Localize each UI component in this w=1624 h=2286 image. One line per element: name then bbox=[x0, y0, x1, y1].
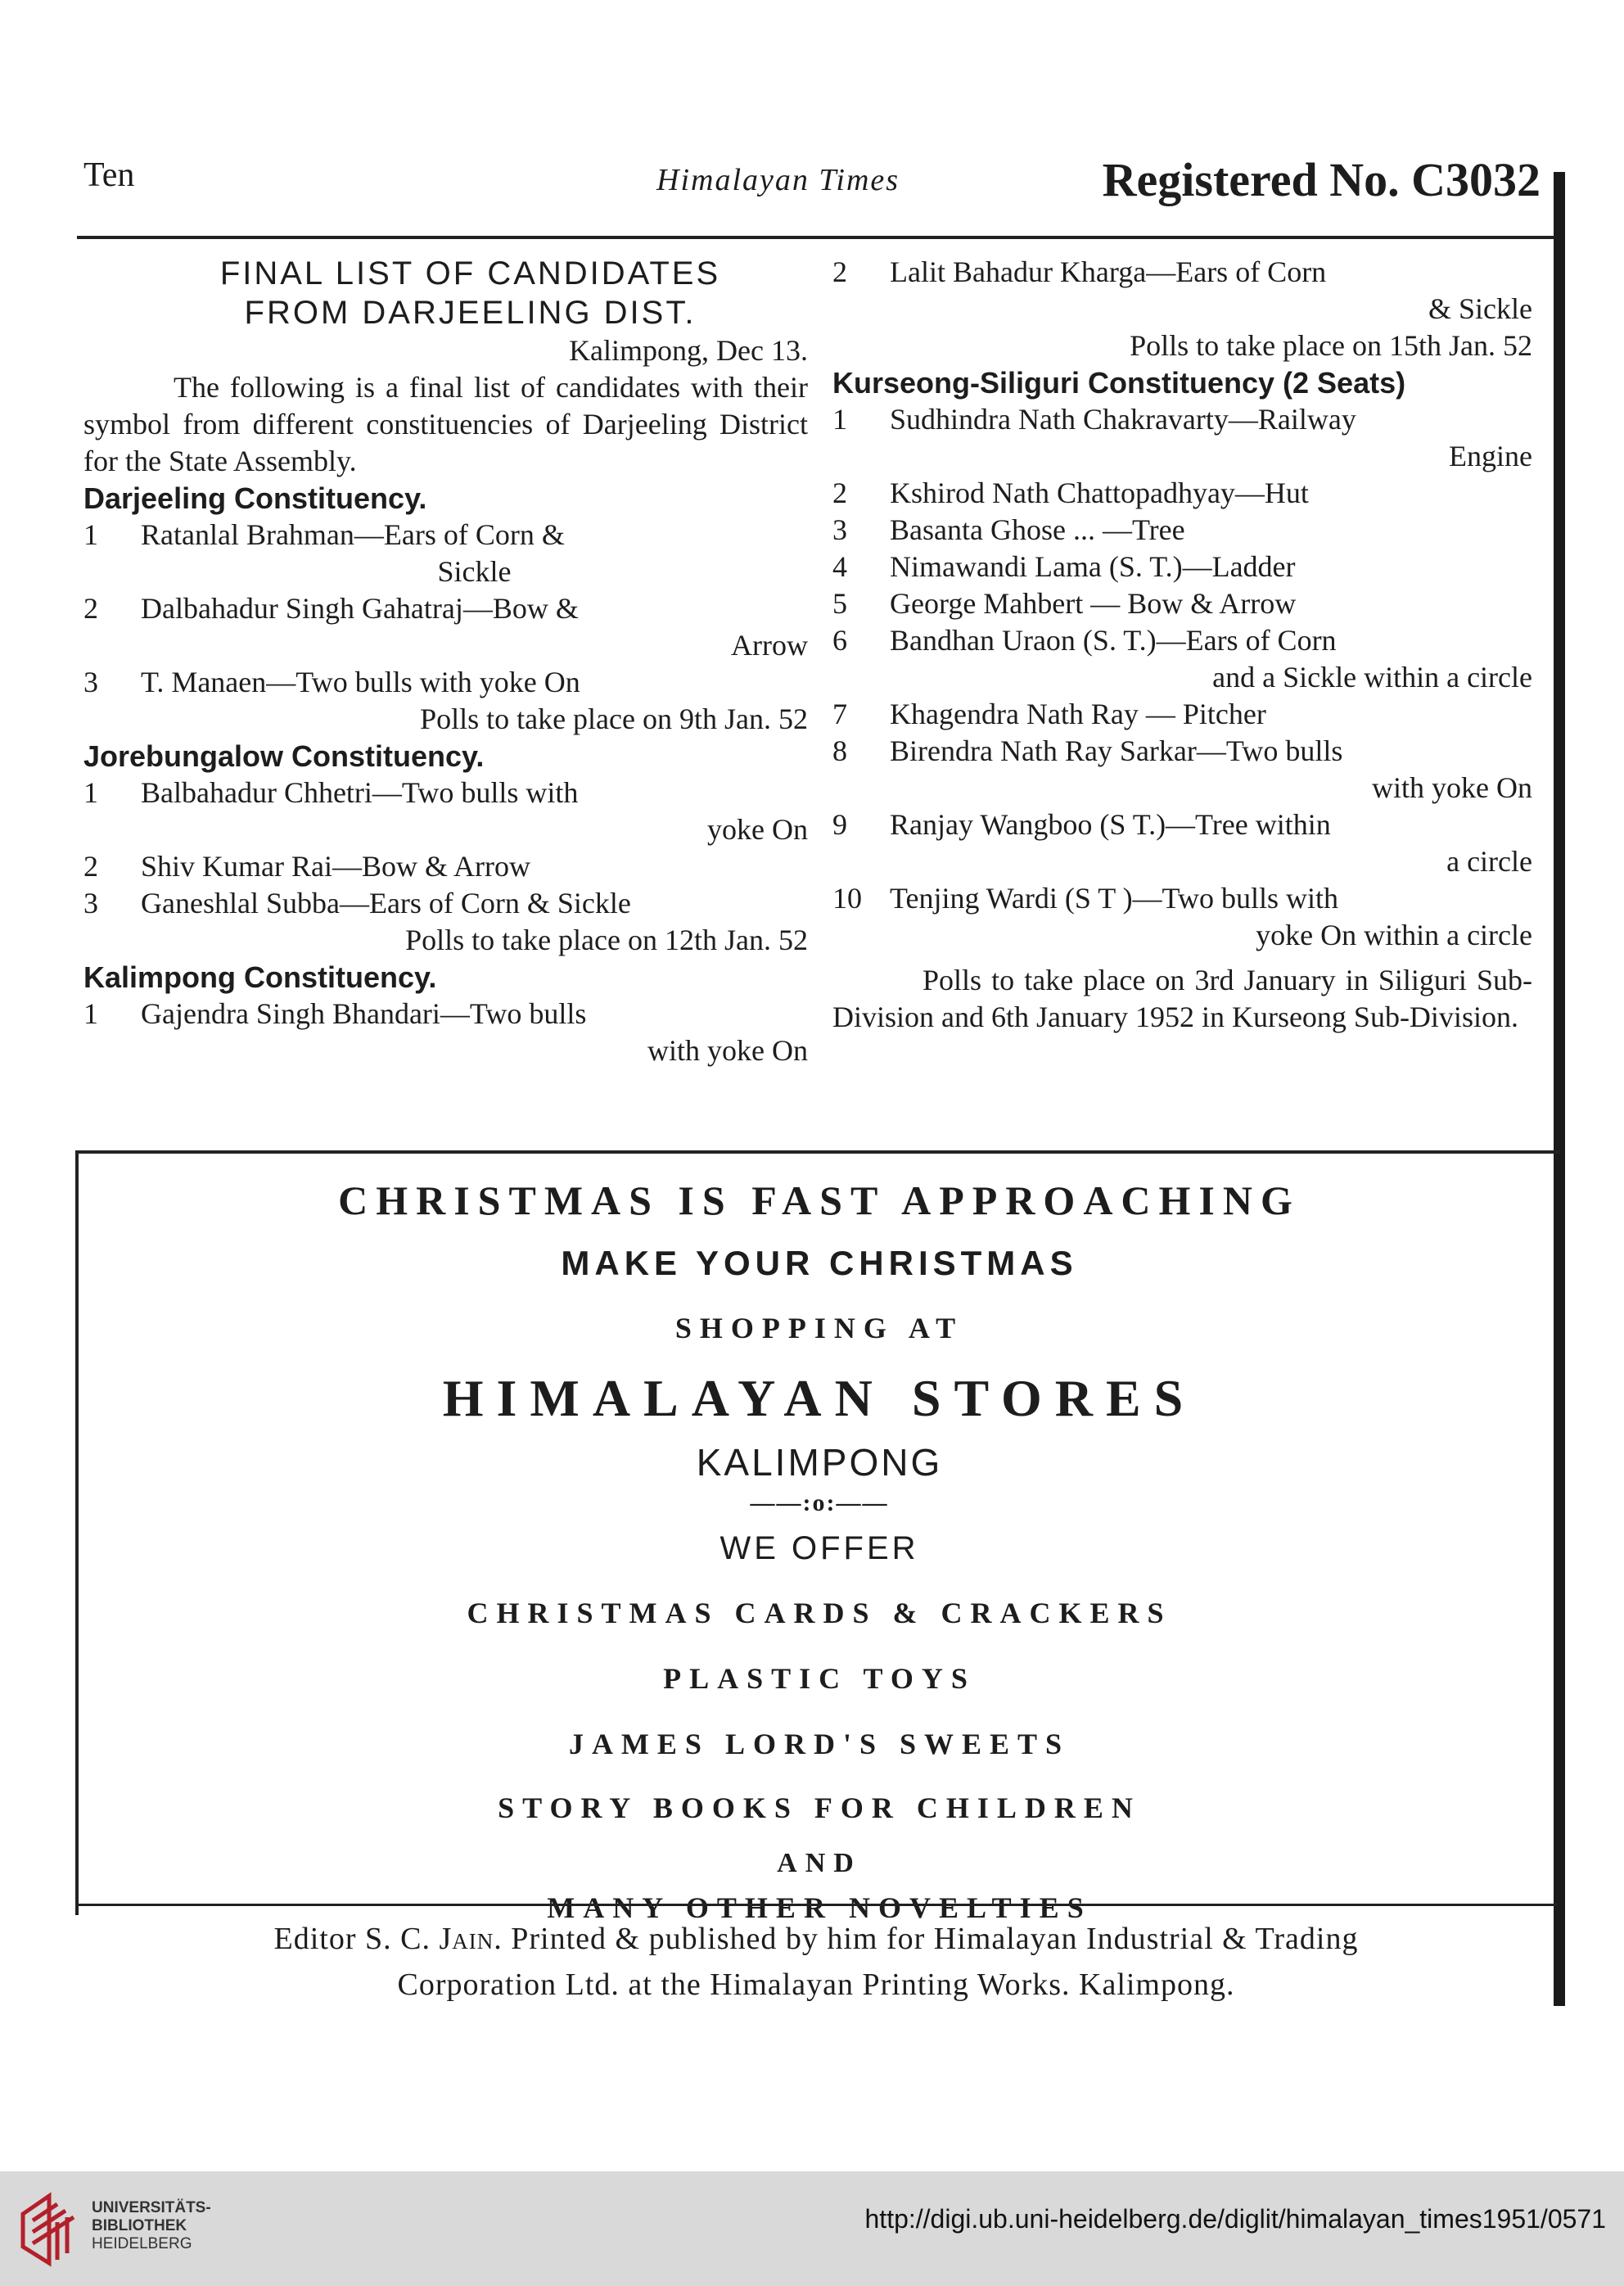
library-name-line3: HEIDELBERG bbox=[92, 2235, 192, 2252]
candidate-number: 6 bbox=[832, 624, 847, 657]
candidate-text-cont: yoke On bbox=[707, 813, 808, 846]
section-heading-kalimpong: Kalimpong Constituency. bbox=[83, 960, 437, 994]
candidate-number: 4 bbox=[832, 550, 847, 583]
candidate-text-cont: Arrow bbox=[731, 629, 808, 662]
page-label: Ten bbox=[83, 156, 135, 194]
ad-store-name: HIMALAYAN STORES bbox=[442, 1369, 1197, 1427]
ad-item-toys: PLASTIC TOYS bbox=[663, 1662, 976, 1695]
polls-notice: Polls to take place on 9th Jan. 52 bbox=[420, 703, 808, 735]
candidate-entry bbox=[83, 664, 808, 701]
candidate-entry bbox=[832, 401, 1532, 475]
footer-rule bbox=[75, 1904, 1557, 1906]
candidate-entry bbox=[83, 885, 808, 922]
candidate-text: Kshirod Nath Chattopadhyay—Hut bbox=[890, 477, 1309, 509]
candidate-entry bbox=[832, 585, 1532, 622]
ad-line-shopping-at: SHOPPING AT bbox=[674, 1312, 964, 1344]
library-name-line2: BIBLIOTHEK bbox=[92, 2217, 187, 2234]
candidate-number: 1 bbox=[832, 403, 847, 436]
candidate-text: Gajendra Singh Bhandari—Two bulls bbox=[141, 997, 587, 1030]
page-header bbox=[67, 147, 1565, 237]
candidate-text: Ganeshlal Subba—Ears of Corn & Sickle bbox=[141, 887, 631, 919]
dateline: Kalimpong, Dec 13. bbox=[569, 334, 808, 367]
candidate-entry bbox=[83, 996, 808, 1069]
imprint-publisher: Printed & published by him for Himalayan Industrial & Trading bbox=[511, 1922, 1359, 1956]
imprint-editor-name: S. C. Jain. bbox=[365, 1922, 503, 1956]
polls-notice: Polls to take place on 12th Jan. 52 bbox=[405, 924, 808, 956]
candidate-entry bbox=[832, 733, 1532, 806]
source-url-link[interactable]: http://digi.ub.uni-heidelberg.de/diglit/himalayan_times1951/0571 bbox=[864, 2204, 1606, 2234]
candidate-text: George Mahbert — Bow & Arrow bbox=[890, 587, 1297, 620]
ad-we-offer: WE OFFER bbox=[720, 1530, 919, 1566]
candidate-number: 8 bbox=[832, 734, 847, 767]
candidate-text: T. Manaen—Two bulls with yoke On bbox=[141, 666, 580, 698]
candidate-number: 7 bbox=[832, 698, 847, 730]
candidate-number: 1 bbox=[83, 997, 98, 1030]
candidate-text: Lalit Bahadur Kharga—Ears of Corn bbox=[890, 255, 1327, 288]
left-column bbox=[83, 254, 808, 1069]
library-name bbox=[92, 2199, 211, 2253]
candidate-text-cont: Engine bbox=[1449, 440, 1532, 472]
christmas-advertisement bbox=[75, 1150, 1560, 1924]
masthead: Himalayan Times bbox=[656, 163, 900, 197]
candidate-text: Nimawandi Lama (S. T.)—Ladder bbox=[890, 550, 1296, 583]
library-footer-bar bbox=[0, 2171, 1624, 2286]
ad-headline: CHRISTMAS IS FAST APPROACHING bbox=[338, 1177, 1301, 1223]
candidate-number: 2 bbox=[83, 850, 98, 883]
imprint-line1 bbox=[67, 1916, 1565, 1962]
right-column bbox=[832, 254, 1532, 1036]
candidate-text: Ranjay Wangboo (S T.)—Tree within bbox=[890, 808, 1331, 841]
candidate-text: Sudhindra Nath Chakravarty—Railway bbox=[890, 403, 1356, 436]
candidate-text-cont: & Sickle bbox=[1428, 292, 1532, 325]
candidate-number: 3 bbox=[83, 666, 98, 698]
candidate-text-cont: with yoke On bbox=[1372, 771, 1532, 804]
candidate-entry bbox=[832, 696, 1532, 733]
candidate-number: 10 bbox=[832, 882, 862, 915]
candidate-number: 1 bbox=[83, 776, 98, 809]
candidate-entry bbox=[832, 254, 1532, 328]
ad-line-make-christmas: MAKE YOUR CHRISTMAS bbox=[561, 1244, 1078, 1282]
candidate-number: 3 bbox=[83, 887, 98, 919]
candidate-number: 9 bbox=[832, 808, 847, 841]
section-heading-kurseong: Kurseong-Siliguri Constituency (2 Seats) bbox=[832, 366, 1406, 400]
ad-item-sweets: JAMES LORD'S SWEETS bbox=[568, 1728, 1071, 1760]
candidate-text-cont: Sickle bbox=[437, 555, 512, 588]
imprint-line2: Corporation Ltd. at the Himalayan Printing Works. Kalimpong. bbox=[397, 1967, 1235, 2002]
candidate-number: 2 bbox=[83, 592, 98, 625]
candidate-number: 2 bbox=[832, 255, 847, 288]
section-heading-jorebungalow: Jorebungalow Constituency. bbox=[83, 739, 485, 773]
candidate-entry bbox=[83, 517, 808, 590]
candidate-number: 1 bbox=[83, 518, 98, 551]
polls-notice: Polls to take place on 15th Jan. 52 bbox=[1130, 329, 1532, 362]
candidate-entry bbox=[83, 590, 808, 664]
candidate-text: Bandhan Uraon (S. T.)—Ears of Corn bbox=[890, 624, 1337, 657]
candidate-text: Khagendra Nath Ray — Pitcher bbox=[890, 698, 1266, 730]
candidate-number: 5 bbox=[832, 587, 847, 620]
polls-notice: Polls to take place on 3rd January in Siliguri Sub-Division and 6th January 1952 in Kurseong Sub-Division. bbox=[832, 964, 1532, 1033]
intro-paragraph: The following is a final list of candidates with their symbol from different constituencies of Darjeeling District for the State Assembly. bbox=[83, 371, 808, 477]
candidate-text: Dalbahadur Singh Gahatraj—Bow & bbox=[141, 592, 579, 625]
candidate-entry bbox=[83, 848, 808, 885]
section-heading-darjeeling: Darjeeling Constituency. bbox=[83, 481, 427, 515]
ad-divider: ——:o:—— bbox=[750, 1489, 889, 1516]
candidate-text-cont: and a Sickle within a circle bbox=[1212, 661, 1532, 693]
candidate-entry bbox=[832, 806, 1532, 880]
candidate-entry bbox=[832, 549, 1532, 585]
library-logo-icon bbox=[18, 2189, 83, 2270]
candidate-number: 3 bbox=[832, 513, 847, 546]
imprint bbox=[67, 1916, 1565, 2008]
newspaper-page bbox=[67, 147, 1565, 2006]
ad-and: AND bbox=[777, 1848, 862, 1878]
header-rule bbox=[77, 236, 1559, 239]
candidate-text: Birendra Nath Ray Sarkar—Two bulls bbox=[890, 734, 1343, 767]
candidate-entry bbox=[832, 622, 1532, 696]
candidate-text: Ratanlal Brahman—Ears of Corn & bbox=[141, 518, 565, 551]
ad-town: KALIMPONG bbox=[696, 1441, 943, 1484]
candidate-text: Shiv Kumar Rai—Bow & Arrow bbox=[141, 850, 530, 883]
ad-item-novelties: MANY OTHER NOVELTIES bbox=[547, 1891, 1092, 1924]
candidate-entry bbox=[832, 475, 1532, 512]
candidate-text: Balbahadur Chhetri—Two bulls with bbox=[141, 776, 579, 809]
candidate-entry bbox=[832, 880, 1532, 954]
registration-number: Registered No. C3032 bbox=[1102, 153, 1541, 206]
ad-item-cards-crackers: CHRISTMAS CARDS & CRACKERS bbox=[467, 1597, 1172, 1629]
candidate-text-cont: a circle bbox=[1446, 845, 1532, 878]
article-title-line2: FROM DARJEELING DIST. bbox=[244, 295, 697, 331]
candidate-text: Tenjing Wardi (S T )—Two bulls with bbox=[890, 882, 1339, 915]
candidate-text-cont: with yoke On bbox=[647, 1034, 808, 1067]
candidate-entry bbox=[832, 512, 1532, 549]
article-title-line1: FINAL LIST OF CANDIDATES bbox=[219, 255, 721, 291]
candidate-entry bbox=[83, 775, 808, 848]
candidate-text-cont: yoke On within a circle bbox=[1256, 919, 1532, 951]
library-name-line1: UNIVERSITÄTS- bbox=[92, 2199, 211, 2216]
ad-item-story-books: STORY BOOKS FOR CHILDREN bbox=[498, 1791, 1141, 1824]
candidate-number: 2 bbox=[832, 477, 847, 509]
candidate-text: Basanta Ghose ... —Tree bbox=[890, 513, 1185, 546]
imprint-editor-label: Editor bbox=[273, 1922, 357, 1956]
